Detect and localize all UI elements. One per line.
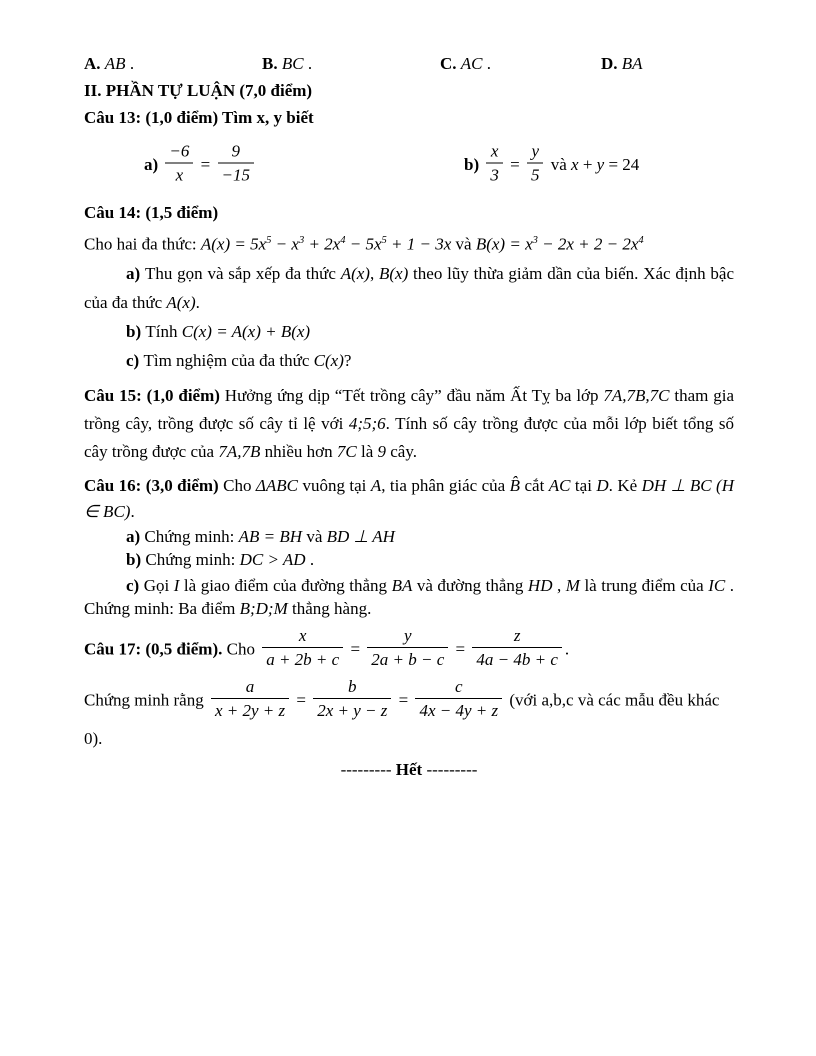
question-14-header: Câu 14: (1,5 điểm) — [84, 203, 219, 222]
question-14 — [84, 199, 734, 375]
question-13-part-b: b) $\frac{x}{3}$ = $\frac{y}{5}$ và x + y = 24 — [464, 141, 640, 185]
question-16-part-a: a) Chứng minh: AB = BH và BD ⊥ AH — [126, 526, 395, 546]
fraction: $\frac{c}{4x - 4y + z}$ — [415, 676, 502, 721]
question-13 — [84, 104, 734, 198]
question-17 — [84, 625, 734, 754]
fraction: $\frac{x}{3}$ — [486, 141, 503, 186]
question-14-intro: Cho hai đa thức: $A(x) = 5x^5 - x^3 + 2x^4 - 5x^5 + 1 - 3x$ và $B(x) = x^3 - 2x + 2 - 2x^4$ — [84, 234, 644, 254]
question-16 — [84, 473, 734, 620]
question-17-prove: Chứng minh rằng $\frac{a}{x + 2y + z}$ = $\frac{b}{2x + y - z}$ = $\frac{c}{4x - 4y + z}$ (với a,b,c và các mẫu đều khác 0). — [84, 676, 720, 748]
question-13-parts — [84, 134, 734, 198]
question-14-part-b: b) Tính C(x) = A(x) + B(x) — [126, 321, 311, 341]
question-16-part-c: c) Gọi I là giao điểm của đường thẳng BA và đường thẳng HD , M là trung điểm của IC . Chứng minh: Ba điểm B;D;M thẳng hàng. — [84, 575, 734, 618]
fraction: $\frac{x}{a + 2b + c}$ — [262, 625, 343, 670]
end-of-exam-line: --------- Hết --------- — [340, 759, 478, 779]
answer-option-a: A. AB . — [84, 54, 135, 73]
question-15: Câu 15: (1,0 điểm) Hưởng ứng dịp “Tết trồng cây” đầu năm Ất Tỵ ba lớp 7A,7B,7C tham gia trồng cây, trồng được số cây tỉ lệ với 4;5;6. Tính số cây trồng được của mỗi lớp biết tổng số cây trồng được của 7A,7B nhiều hơn 7C là 9 cây. — [84, 385, 734, 461]
fraction: $\frac{a}{x + 2y + z}$ — [211, 676, 289, 721]
fraction: $\frac{9}{-15}$ — [218, 141, 254, 186]
question-13-header: Câu 13: (1,0 điểm) Tìm x, y biết — [84, 108, 314, 127]
answer-option-b: B. BC . — [262, 54, 313, 73]
question-16-part-b: b) Chứng minh: DC > AD . — [126, 549, 315, 569]
section-2-header: II. PHẦN TỰ LUẬN (7,0 điểm) — [84, 81, 313, 100]
answer-option-d: D. BA — [601, 54, 643, 73]
fraction: $\frac{y}{5}$ — [527, 141, 544, 186]
fraction: $\frac{y}{2a + b - c}$ — [367, 625, 448, 670]
fraction: $\frac{z}{4a - 4b + c}$ — [472, 625, 562, 670]
answer-options-row — [84, 50, 734, 77]
fraction: $\frac{-6}{x}$ — [165, 141, 193, 186]
question-14-part-a: a) Thu gọn và sắp xếp đa thức A(x), B(x) theo lũy thừa giảm dần của biến. Xác định bậc của đa thức A(x). — [84, 263, 734, 312]
question-14-part-c: c) Tìm nghiệm của đa thức C(x)? — [126, 350, 352, 370]
question-17-given: Câu 17: (0,5 điểm). Cho $\frac{x}{a + 2b + c}$ = $\frac{y}{2a + b - c}$ = $\frac{z}{4a - 4b + c}$ . — [84, 625, 570, 669]
question-16-intro: Câu 16: (3,0 điểm) Cho ΔABC vuông tại A, tia phân giác của B̂ cắt AC tại D. Kẻ DH ⊥ BC (H ∈ BC). — [84, 475, 734, 521]
answer-option-c: C. AC . — [440, 54, 492, 73]
question-13-part-a: a) $\frac{-6}{x}$ = $\frac{9}{-15}$ — [144, 144, 257, 189]
fraction: $\frac{b}{2x + y - z}$ — [313, 676, 391, 721]
